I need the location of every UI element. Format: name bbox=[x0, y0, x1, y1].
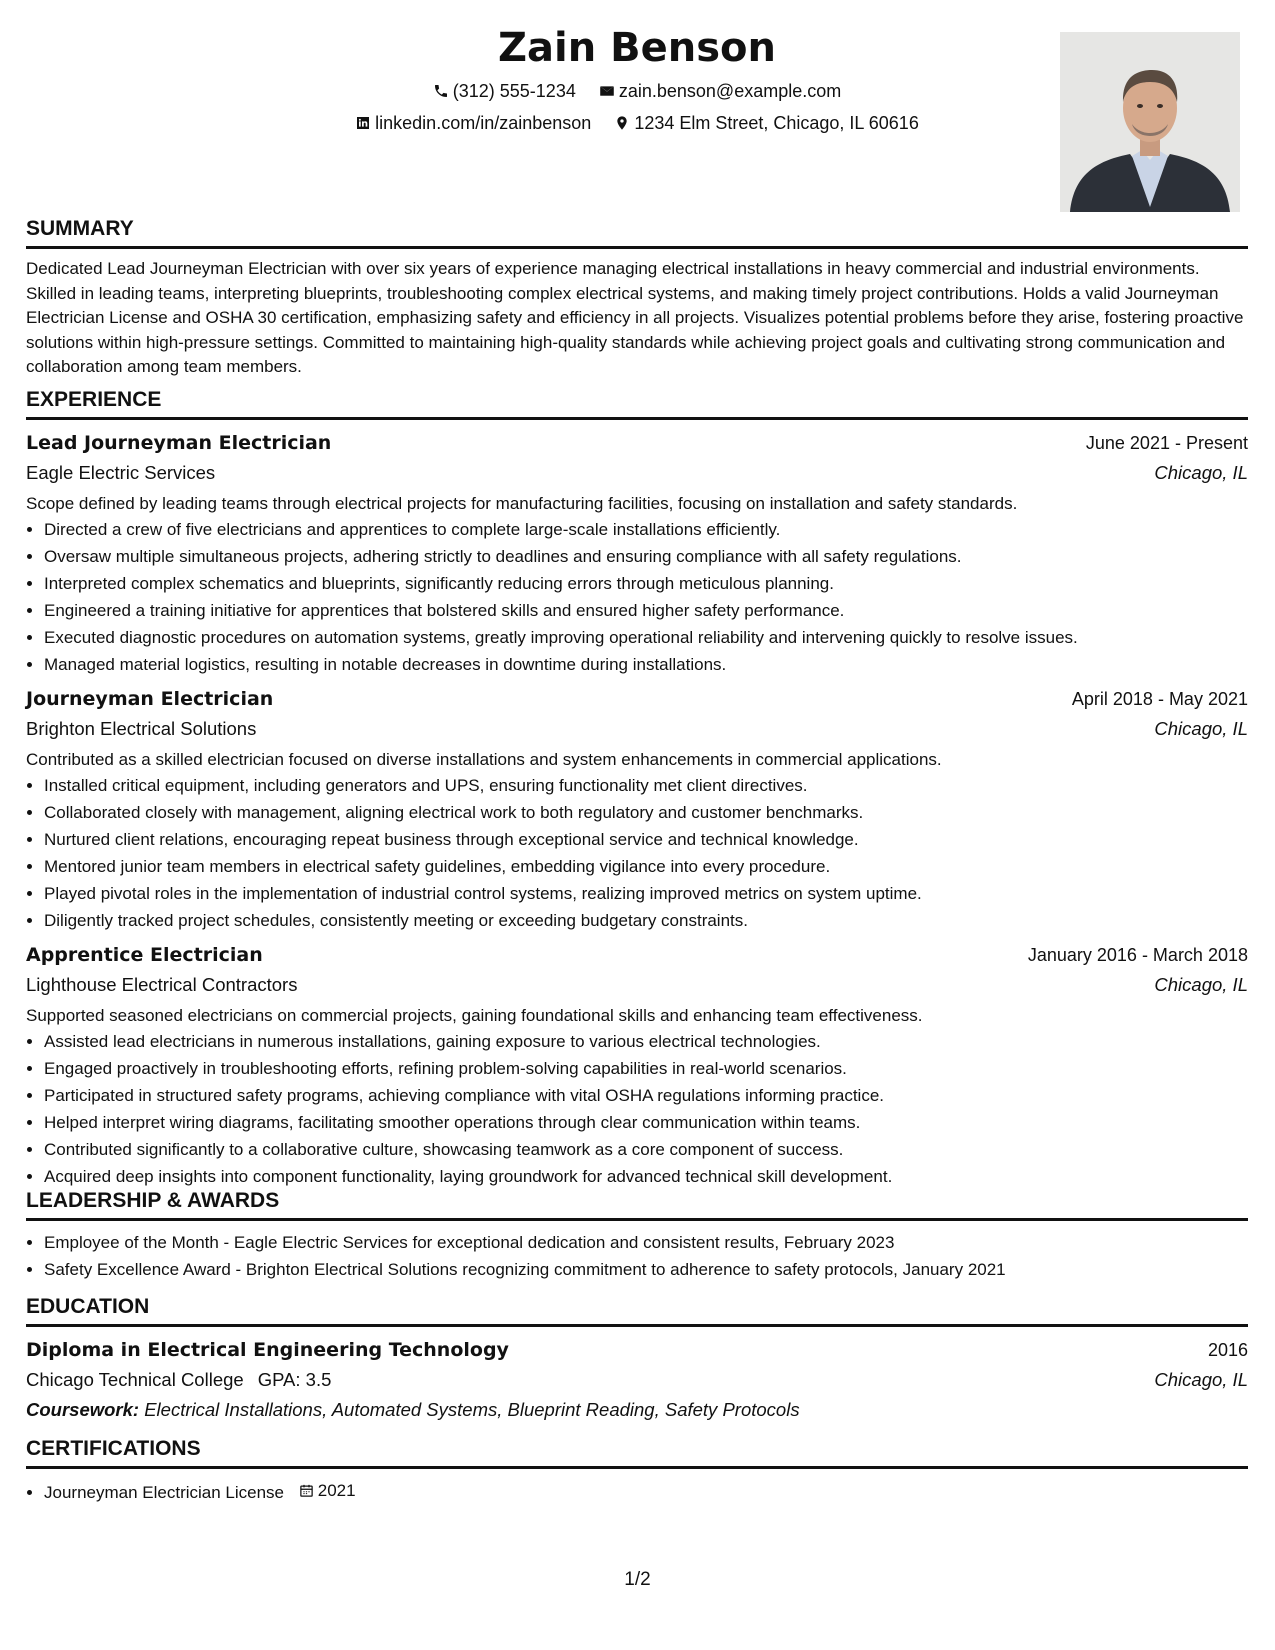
job-bullets bbox=[26, 772, 1248, 934]
list-item: • Helped interpret wiring diagrams, facilitating smoother operations through clear communication within teams. bbox=[44, 1109, 1248, 1136]
job-dates: January 2016 - March 2018 bbox=[1027, 945, 1248, 965]
job-dates: April 2018 - May 2021 bbox=[1071, 689, 1248, 709]
awards-section bbox=[26, 1188, 1248, 1283]
list-item: • Collaborated closely with management, aligning electrical work to both regulatory and customer benchmarks. bbox=[44, 799, 1248, 826]
list-item bbox=[44, 1477, 1248, 1506]
job-bullets bbox=[26, 1028, 1248, 1190]
job-location: Chicago, IL bbox=[1154, 462, 1248, 483]
resume-header bbox=[26, 22, 1248, 182]
experience-heading: EXPERIENCE bbox=[26, 387, 1248, 420]
degree-title: Diploma in Electrical Engineering Technology bbox=[26, 1339, 509, 1361]
gpa: GPA: 3.5 bbox=[257, 1369, 332, 1390]
list-item: • Contributed significantly to a collaborative culture, showcasing teamwork as a core component of success. bbox=[44, 1136, 1248, 1163]
list-item: • Safety Excellence Award - Brighton Electrical Solutions recognizing commitment to adherence to safety protocols, January 2021 bbox=[44, 1256, 1248, 1283]
map-pin-icon bbox=[614, 115, 630, 131]
job-location: Chicago, IL bbox=[1154, 974, 1248, 995]
summary-heading: SUMMARY bbox=[26, 216, 1248, 249]
page-number: 1/2 bbox=[624, 1569, 651, 1590]
list-item: • Played pivotal roles in the implementation of industrial control systems, realizing improved metrics on system uptime. bbox=[44, 880, 1248, 907]
school-location: Chicago, IL bbox=[1154, 1369, 1248, 1390]
contact-linkedin[interactable] bbox=[355, 111, 591, 135]
certifications-heading: CERTIFICATIONS bbox=[26, 1436, 1248, 1469]
candidate-name: Zain Benson bbox=[498, 25, 776, 71]
linkedin-icon bbox=[355, 115, 371, 131]
job-company: Lighthouse Electrical Contractors bbox=[26, 974, 298, 995]
list-item: • Interpreted complex schematics and blueprints, significantly reducing errors through meticulous planning. bbox=[44, 570, 1248, 597]
job-entry bbox=[26, 428, 1248, 678]
list-item: • Installed critical equipment, including generators and UPS, ensuring functionality met client directives. bbox=[44, 772, 1248, 799]
phone-text: (312) 555-1234 bbox=[452, 81, 576, 101]
list-item: • Executed diagnostic procedures on automation systems, greatly improving operational reliability and intervening quickly to resolve issues. bbox=[44, 624, 1248, 651]
certifications-section bbox=[26, 1436, 1248, 1506]
job-description: Scope defined by leading teams through electrical projects for manufacturing facilities, focusing on installation and safety standards. bbox=[26, 494, 1018, 513]
job-description: Supported seasoned electricians on commercial projects, gaining foundational skills and enhancing team effectiveness. bbox=[26, 1006, 923, 1025]
list-item: • Engineered a training initiative for apprentices that bolstered skills and ensured higher safety performance. bbox=[44, 597, 1248, 624]
job-title: Lead Journeyman Electrician bbox=[26, 432, 332, 454]
contact-email[interactable] bbox=[599, 79, 841, 103]
list-item: • Nurtured client relations, encouraging repeat business through exceptional service and technical knowledge. bbox=[44, 826, 1248, 853]
job-bullets bbox=[26, 516, 1248, 678]
school-name: Chicago Technical College bbox=[26, 1369, 244, 1390]
job-description: Contributed as a skilled electrician focused on diverse installations and system enhancements in commercial applications. bbox=[26, 750, 942, 769]
awards-heading: LEADERSHIP & AWARDS bbox=[26, 1188, 1248, 1221]
resume-page bbox=[26, 0, 1248, 1650]
list-item: • Mentored junior team members in electrical safety guidelines, embedding vigilance into every procedure. bbox=[44, 853, 1248, 880]
contact-address bbox=[614, 111, 919, 135]
summary-section bbox=[26, 216, 1248, 380]
job-company: Brighton Electrical Solutions bbox=[26, 718, 257, 739]
certification-year: 2021 bbox=[317, 1481, 356, 1500]
list-item: • Oversaw multiple simultaneous projects, adhering strictly to deadlines and ensuring compliance with all safety regulations. bbox=[44, 543, 1248, 570]
address-text: 1234 Elm Street, Chicago, IL 60616 bbox=[634, 113, 919, 133]
job-entry bbox=[26, 684, 1248, 934]
envelope-icon bbox=[599, 83, 615, 99]
education-heading: EDUCATION bbox=[26, 1294, 1248, 1327]
job-title: Journeyman Electrician bbox=[26, 688, 274, 710]
profile-photo bbox=[1060, 32, 1240, 212]
coursework-label: Coursework: bbox=[26, 1399, 140, 1420]
contact-phone bbox=[433, 79, 576, 103]
certification-name: Journeyman Electrician License bbox=[44, 1483, 285, 1502]
job-title: Apprentice Electrician bbox=[26, 944, 263, 966]
list-item: • Directed a crew of five electricians and apprentices to complete large-scale installations efficiently. bbox=[44, 516, 1248, 543]
list-item: • Participated in structured safety programs, achieving compliance with vital OSHA regulations informing practice. bbox=[44, 1082, 1248, 1109]
summary-text: Dedicated Lead Journeyman Electrician with over six years of experience managing electrical installations in heavy commercial and industrial environments. Skilled in leading teams, interpreting blueprints, troubleshooting complex electrical systems, and making timely project contributions. Holds a valid Journeyman Electrician License and OSHA 30 certification, emphasizing safety and efficiency in all projects. Visualizes potential problems before they arise, fostering proactive solutions within high-pressure settings. Committed to maintaining high-quality standards while achieving project goals and cultivating strong communication and collaboration among team members. bbox=[26, 259, 1244, 376]
email-link[interactable]: zain.benson@example.com bbox=[618, 81, 842, 101]
list-item: • Engaged proactively in troubleshooting efforts, refining problem-solving capabilities in real-world scenarios. bbox=[44, 1055, 1248, 1082]
calendar-icon bbox=[299, 1483, 314, 1498]
job-location: Chicago, IL bbox=[1154, 718, 1248, 739]
coursework-text: Electrical Installations, Automated Systems, Blueprint Reading, Safety Protocols bbox=[144, 1399, 800, 1420]
linkedin-link[interactable]: linkedin.com/in/zainbenson bbox=[375, 113, 592, 133]
certification-date bbox=[299, 1477, 356, 1504]
list-item: • Employee of the Month - Eagle Electric Services for exceptional dedication and consistent results, February 2023 bbox=[44, 1229, 1248, 1256]
education-section bbox=[26, 1294, 1248, 1425]
graduation-year: 2016 bbox=[1207, 1340, 1248, 1360]
phone-icon bbox=[433, 83, 449, 99]
profile-photo-portrait bbox=[1060, 32, 1240, 212]
job-entry bbox=[26, 940, 1248, 1190]
certifications-list bbox=[26, 1477, 1248, 1506]
list-item: • Managed material logistics, resulting in notable decreases in downtime during installations. bbox=[44, 651, 1248, 678]
list-item: • Acquired deep insights into component functionality, laying groundwork for advanced technical skill development. bbox=[44, 1163, 1248, 1190]
job-dates: June 2021 - Present bbox=[1085, 433, 1248, 453]
job-company: Eagle Electric Services bbox=[26, 462, 216, 483]
coursework bbox=[26, 1395, 1248, 1425]
list-item: • Diligently tracked project schedules, consistently meeting or exceeding budgetary constraints. bbox=[44, 907, 1248, 934]
list-item: • Assisted lead electricians in numerous installations, gaining exposure to various electrical technologies. bbox=[44, 1028, 1248, 1055]
experience-section bbox=[26, 387, 1248, 1190]
awards-list bbox=[26, 1229, 1248, 1283]
